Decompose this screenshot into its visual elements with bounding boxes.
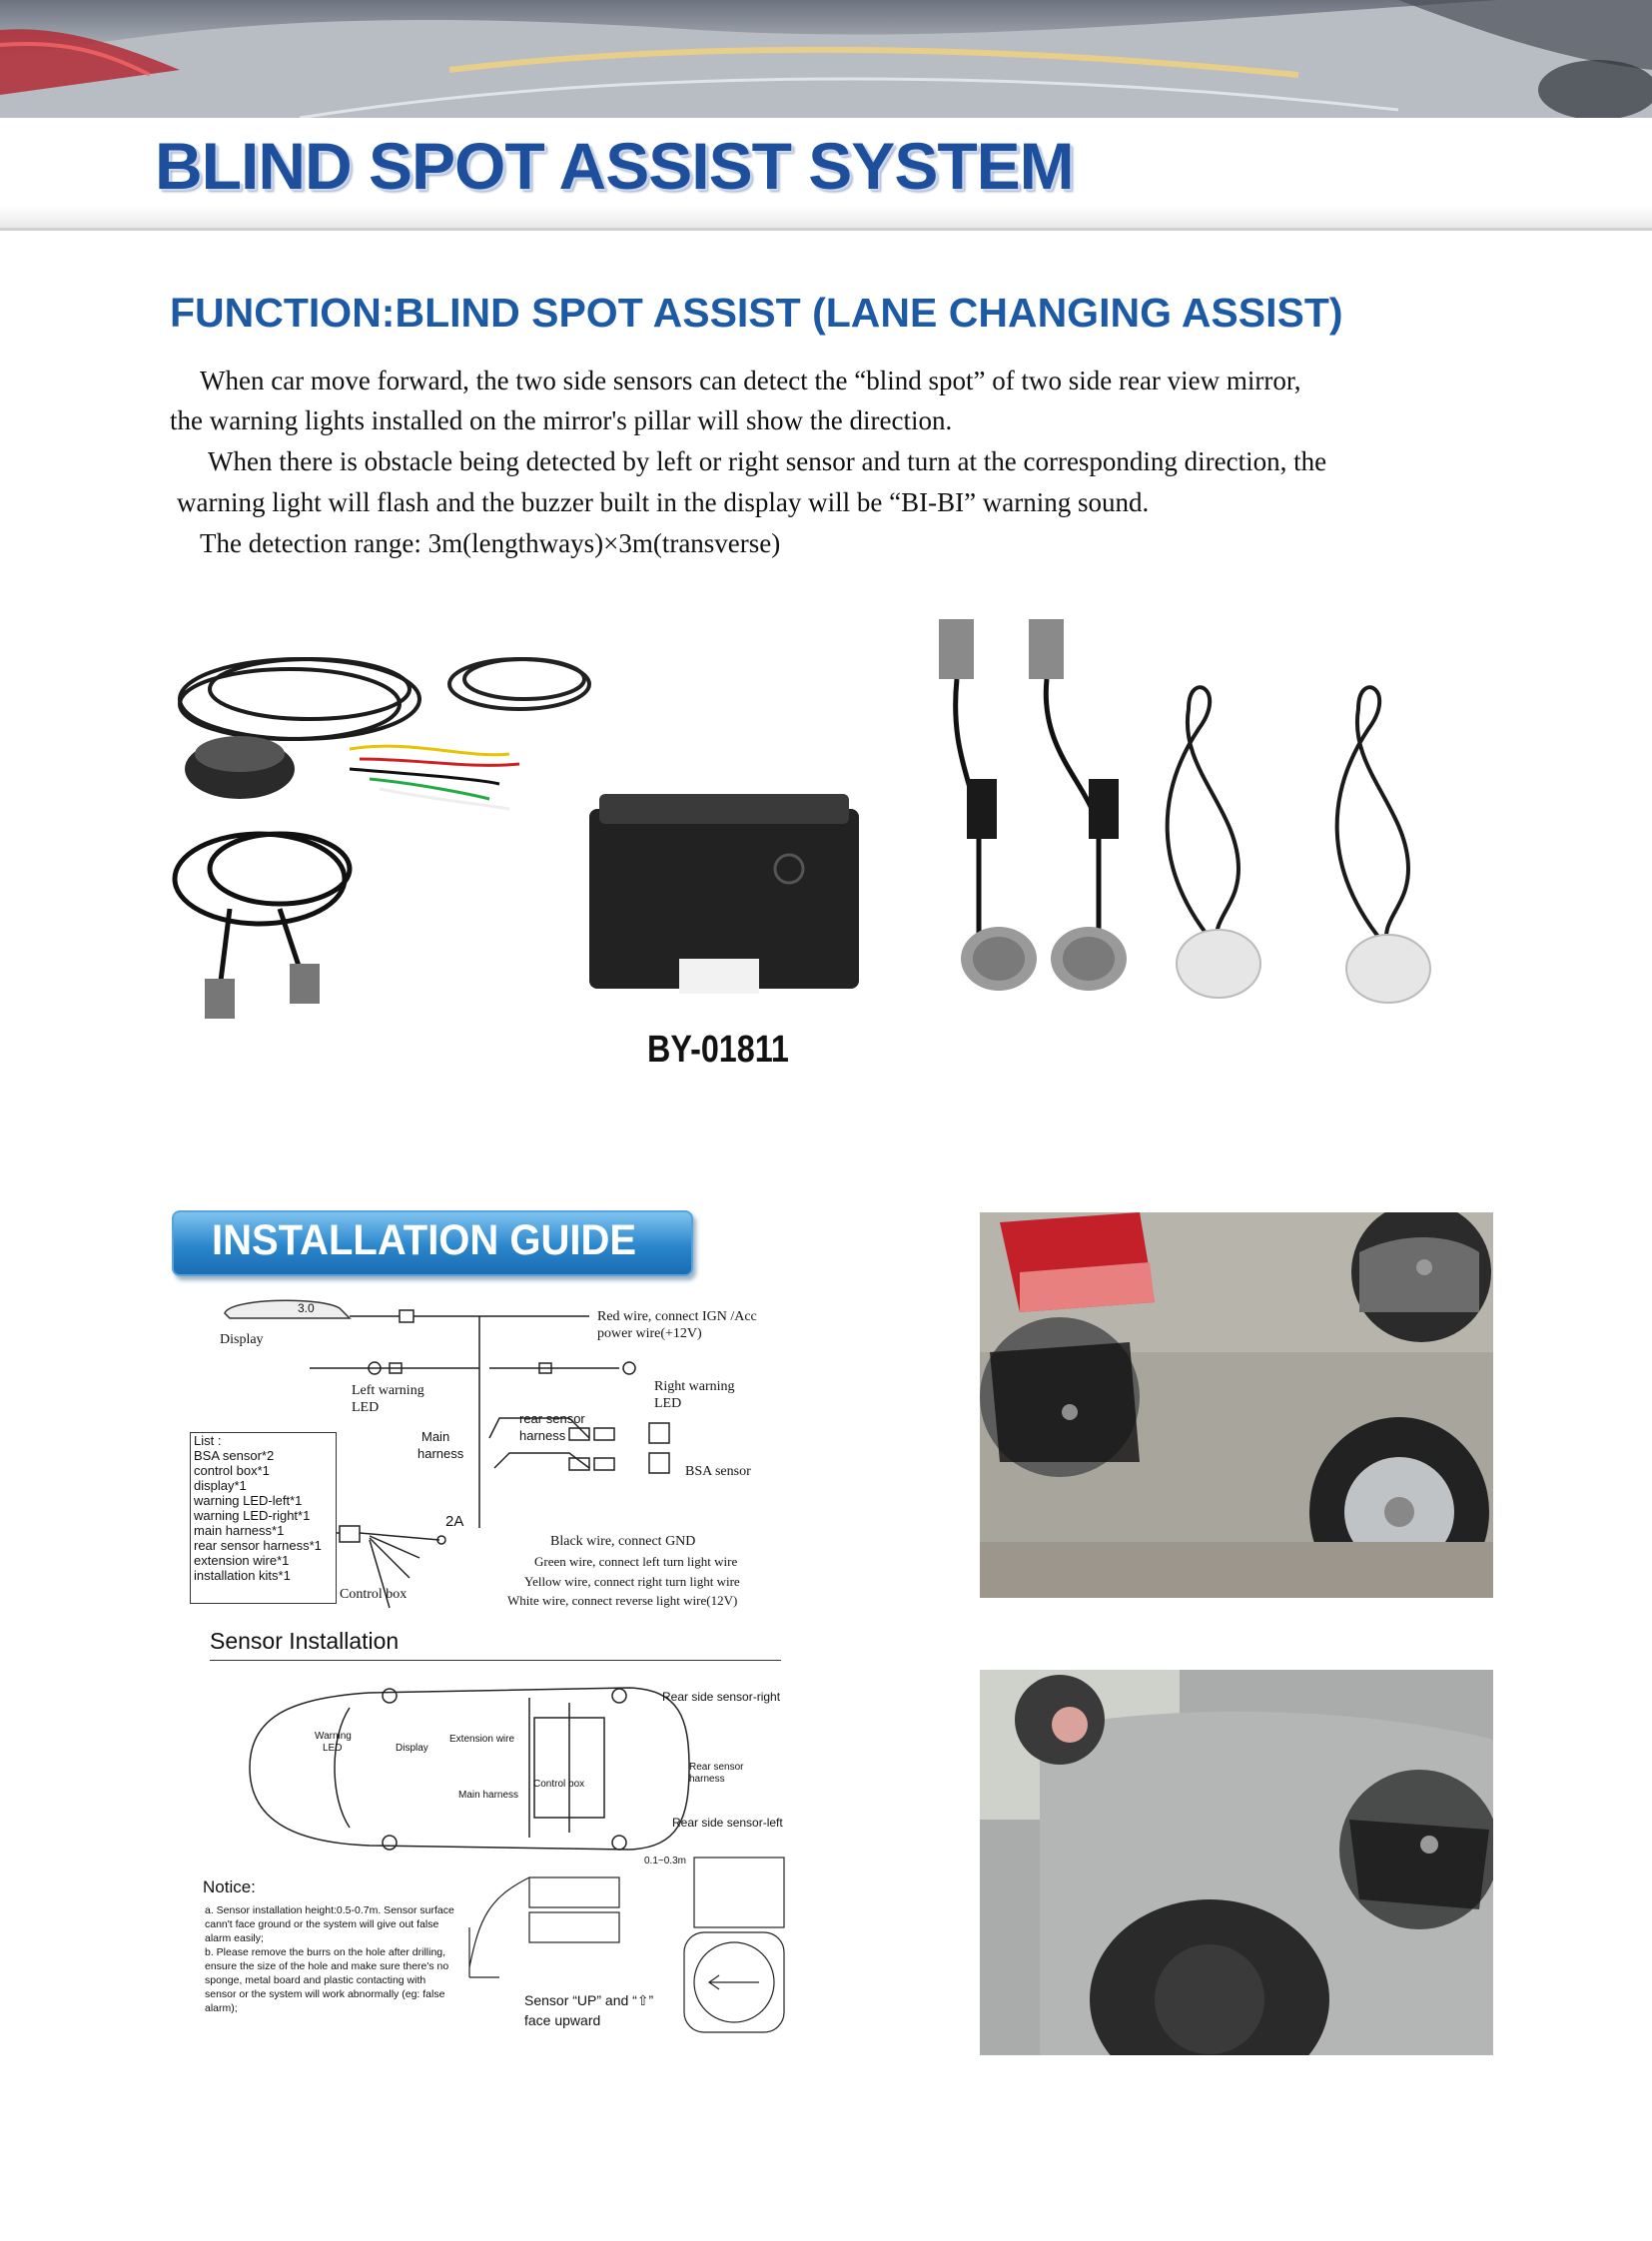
sensor-up-label-1: Sensor “UP” and “⇧” [524, 1992, 654, 2008]
list-item: installation kits*1 [194, 1568, 291, 1583]
display-readout: 3.0 [298, 1301, 315, 1315]
notice-line: b. Please remove the burrs on the hole after drilling, [205, 1946, 446, 1958]
rear-left-sensor-label: Rear side sensor-left [672, 1816, 783, 1830]
notice-line: alarm); [205, 2002, 238, 2014]
notice-line: cann't face ground or the system will give out false [205, 1918, 439, 1930]
notice-line: sponge, metal board and plastic contacting with [205, 1974, 426, 1986]
list-item: List : [194, 1433, 222, 1448]
left-led-label-1: Left warning [352, 1383, 424, 1398]
notice-line: alarm easily; [205, 1932, 264, 1944]
red-wire-label-2: power wire(+12V) [597, 1326, 702, 1341]
bsa-sensor-left-icon [939, 619, 1037, 991]
list-item: warning LED-left*1 [194, 1493, 303, 1508]
black-wire-label: Black wire, connect GND [550, 1534, 696, 1549]
car-silhouette-banner [0, 0, 1652, 118]
warning-led-right-icon [1337, 687, 1408, 949]
installed-sensor-photo-1 [980, 1212, 1493, 1598]
red-wire-label-1: Red wire, connect IGN /Acc [597, 1309, 757, 1324]
list-item: rear sensor harness*1 [194, 1538, 322, 1553]
warning-led-label-1: Warning [315, 1731, 352, 1742]
sensor-up-label-2: face upward [524, 2012, 601, 2028]
notice-heading: Notice: [203, 1877, 256, 1896]
sensor-installation-heading: Sensor Installation [210, 1628, 400, 1654]
sensor-installation-rule [210, 1660, 781, 1661]
installation-guide-title: INSTALLATION GUIDE [212, 1216, 637, 1264]
list-item: display*1 [194, 1478, 247, 1493]
notice-line: ensure the size of the hole and make sure there's no [205, 1960, 449, 1972]
function-paragraph-2: the warning lights installed on the mirror's pillar will show the direction. [170, 405, 953, 435]
list-item: warning LED-right*1 [194, 1508, 311, 1523]
bsa-sensor-label: BSA sensor [685, 1464, 751, 1479]
function-paragraph-4: warning light will flash and the buzzer built in the display will be “BI-BI” warning sound. [177, 487, 1150, 517]
display-label: Display [220, 1332, 264, 1347]
rear-sensor-harness-label-2: harness [689, 1774, 725, 1785]
fuse-label: 2A [445, 1513, 464, 1530]
rear-sensor-harness-coil [175, 834, 350, 989]
main-harness-label-small: Main harness [458, 1790, 519, 1801]
notice-line: a. Sensor installation height:0.5-0.7m. Sensor surface [205, 1904, 454, 1916]
main-harness-label-2: harness [417, 1446, 464, 1461]
extension-wire-coil [449, 659, 589, 709]
right-led-label-2: LED [654, 1396, 682, 1411]
parts-list [190, 1432, 337, 1604]
distance-label: 0.1~0.3m [644, 1856, 686, 1867]
function-paragraph-5: The detection range: 3m(lengthways)×3m(transverse) [200, 528, 781, 558]
control-box-icon [589, 794, 859, 994]
notice-line: sensor or the system will work abnormally (eg: false [205, 1988, 445, 2000]
control-box-label-small: Control box [533, 1779, 585, 1790]
header-banner-image [0, 0, 1652, 118]
product-code: BY-01811 [647, 1029, 789, 1071]
warning-led-left-icon [1168, 687, 1239, 949]
display-label-small: Display [396, 1743, 428, 1754]
list-item: control box*1 [194, 1463, 270, 1478]
extension-wire-label: Extension wire [449, 1734, 515, 1745]
right-led-label-1: Right warning [654, 1379, 735, 1394]
list-item: main harness*1 [194, 1523, 285, 1538]
list-item: BSA sensor*2 [194, 1448, 275, 1463]
yellow-wire-label: Yellow wire, connect right turn light wire [524, 1574, 740, 1589]
display-icon [225, 1300, 350, 1318]
rear-harness-label-2: harness [519, 1428, 566, 1443]
function-paragraph-1: When car move forward, the two side sensors can detect the “blind spot” of two side rear view mirror, [200, 366, 1301, 395]
rear-sensor-harness-label-1: Rear sensor [689, 1762, 744, 1773]
car-topview-icon [250, 1688, 689, 1850]
rear-harness-label-1: rear sensor [519, 1411, 585, 1426]
warning-led-label-2: LED [323, 1743, 343, 1754]
main-harness-bundle [350, 746, 519, 809]
harness-connector-icon [205, 979, 235, 1019]
list-item: extension wire*1 [194, 1553, 290, 1568]
left-led-label-2: LED [352, 1400, 380, 1415]
display-cable-coil [180, 659, 419, 739]
green-wire-label: Green wire, connect left turn light wire [534, 1554, 738, 1569]
notice-body [205, 1903, 454, 2015]
main-harness-label-1: Main [421, 1429, 450, 1444]
bsa-sensor-right-icon [1029, 619, 1127, 991]
function-paragraph-3: When there is obstacle being detected by left or right sensor and turn at the corresponding direction, the [208, 446, 1327, 476]
white-wire-label: White wire, connect reverse light wire(12V) [507, 1593, 738, 1608]
rear-right-sensor-label: Rear side sensor-right [662, 1690, 781, 1704]
page-title: BLIND SPOT ASSIST SYSTEM [155, 129, 1074, 203]
function-heading: FUNCTION:BLIND SPOT ASSIST (LANE CHANGING ASSIST) [170, 290, 1343, 336]
installed-sensor-photo-2 [980, 1670, 1493, 2055]
product-kit-photo [150, 609, 1508, 1039]
control-box-label: Control box [340, 1587, 408, 1602]
